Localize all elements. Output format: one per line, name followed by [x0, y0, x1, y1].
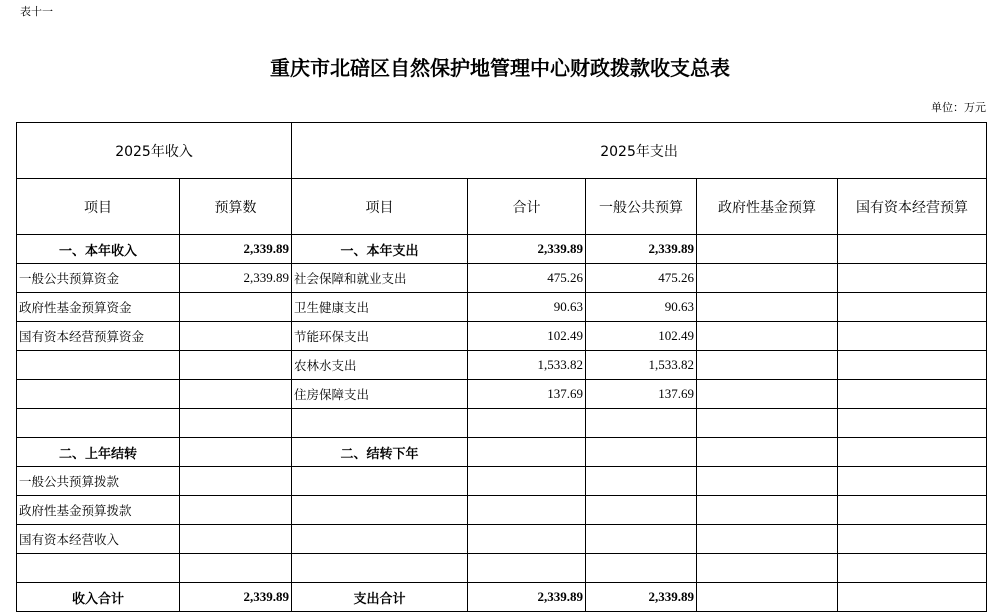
- gov-fund-budget-cell: [697, 554, 838, 583]
- gov-fund-budget-cell: [697, 351, 838, 380]
- income-budget-header: 预算数: [180, 179, 292, 235]
- income-amount-cell: 2,339.89: [180, 235, 292, 264]
- expense-item-cell: [292, 525, 468, 554]
- general-budget-cell: 90.63: [586, 293, 697, 322]
- income-amount-cell: [180, 293, 292, 322]
- expense-total-cell: 2,339.89: [468, 583, 586, 612]
- general-budget-cell: 2,339.89: [586, 235, 697, 264]
- table-row: [17, 467, 987, 496]
- income-amount-cell: [180, 351, 292, 380]
- table-row: [17, 351, 987, 380]
- income-amount-cell: [180, 554, 292, 583]
- income-amount-cell: [180, 322, 292, 351]
- general-budget-cell: [586, 554, 697, 583]
- table-row: [17, 322, 987, 351]
- gov-fund-budget-cell: [697, 525, 838, 554]
- general-budget-cell: [586, 438, 697, 467]
- gov-fund-budget-cell: [697, 380, 838, 409]
- expense-item-cell: 支出合计: [292, 583, 468, 612]
- gov-fund-budget-cell: [697, 583, 838, 612]
- table-row: [17, 525, 987, 554]
- income-item-cell: [17, 380, 180, 409]
- unit-label: 单位：万元: [931, 101, 986, 114]
- income-item-header: 项目: [17, 179, 180, 235]
- income-item-cell: 二、上年结转: [17, 438, 180, 467]
- state-capital-budget-cell: [838, 409, 987, 438]
- income-item-cell: 国有资本经营收入: [17, 525, 180, 554]
- state-capital-budget-cell: [838, 554, 987, 583]
- table-row: [17, 264, 987, 293]
- income-item-cell: 国有资本经营预算资金: [17, 322, 180, 351]
- table-row: [17, 409, 987, 438]
- expense-total-header: 合计: [468, 179, 586, 235]
- expense-item-cell: 农林水支出: [292, 351, 468, 380]
- table-row: [17, 496, 987, 525]
- expense-total-cell: 1,533.82: [468, 351, 586, 380]
- expense-item-cell: [292, 554, 468, 583]
- income-amount-cell: 2,339.89: [180, 264, 292, 293]
- income-item-cell: [17, 554, 180, 583]
- gov-fund-budget-cell: [697, 322, 838, 351]
- gov-fund-budget-cell: [697, 438, 838, 467]
- gov-fund-budget-cell: [697, 293, 838, 322]
- table-number-label: 表十一: [20, 5, 53, 18]
- state-capital-budget-cell: [838, 525, 987, 554]
- gov-fund-budget-header: 政府性基金预算: [697, 179, 838, 235]
- table-row: [17, 438, 987, 467]
- state-capital-budget-cell: [838, 438, 987, 467]
- state-capital-budget-cell: [838, 583, 987, 612]
- expense-total-cell: 475.26: [468, 264, 586, 293]
- expense-item-cell: [292, 496, 468, 525]
- gov-fund-budget-cell: [697, 235, 838, 264]
- expense-total-cell: [468, 525, 586, 554]
- general-budget-cell: 475.26: [586, 264, 697, 293]
- income-item-cell: 一、本年收入: [17, 235, 180, 264]
- expense-total-cell: [468, 554, 586, 583]
- expense-item-cell: 节能环保支出: [292, 322, 468, 351]
- state-capital-budget-cell: [838, 351, 987, 380]
- income-item-cell: 一般公共预算拨款: [17, 467, 180, 496]
- expense-total-cell: 102.49: [468, 322, 586, 351]
- gov-fund-budget-cell: [697, 409, 838, 438]
- state-capital-budget-cell: [838, 293, 987, 322]
- state-capital-budget-cell: [838, 496, 987, 525]
- gov-fund-budget-cell: [697, 467, 838, 496]
- state-capital-budget-cell: [838, 322, 987, 351]
- general-budget-cell: 2,339.89: [586, 583, 697, 612]
- expense-item-header: 项目: [292, 179, 468, 235]
- income-amount-cell: [180, 496, 292, 525]
- income-amount-cell: [180, 438, 292, 467]
- general-budget-cell: [586, 525, 697, 554]
- expense-total-cell: [468, 467, 586, 496]
- expense-total-cell: [468, 496, 586, 525]
- state-capital-budget-cell: [838, 235, 987, 264]
- state-capital-budget-header: 国有资本经营预算: [838, 179, 987, 235]
- header-row-groups: [17, 123, 987, 179]
- header-row-columns: [17, 179, 987, 235]
- general-budget-cell: [586, 409, 697, 438]
- income-amount-cell: [180, 467, 292, 496]
- state-capital-budget-cell: [838, 264, 987, 293]
- income-group-header: 2025年收入: [17, 123, 292, 179]
- table-row: [17, 380, 987, 409]
- expense-total-cell: 137.69: [468, 380, 586, 409]
- income-item-cell: 政府性基金预算拨款: [17, 496, 180, 525]
- expense-total-cell: 2,339.89: [468, 235, 586, 264]
- general-budget-header: 一般公共预算: [586, 179, 697, 235]
- expense-total-cell: 90.63: [468, 293, 586, 322]
- general-budget-cell: [586, 496, 697, 525]
- expense-item-cell: 二、结转下年: [292, 438, 468, 467]
- expense-item-cell: [292, 409, 468, 438]
- expense-item-cell: 社会保障和就业支出: [292, 264, 468, 293]
- table-row: [17, 235, 987, 264]
- table-row: [17, 554, 987, 583]
- state-capital-budget-cell: [838, 380, 987, 409]
- expense-total-cell: [468, 438, 586, 467]
- income-item-cell: [17, 351, 180, 380]
- expense-group-header: 2025年支出: [292, 123, 987, 179]
- general-budget-cell: 102.49: [586, 322, 697, 351]
- income-item-cell: 收入合计: [17, 583, 180, 612]
- general-budget-cell: 137.69: [586, 380, 697, 409]
- income-amount-cell: [180, 409, 292, 438]
- income-amount-cell: [180, 380, 292, 409]
- income-amount-cell: 2,339.89: [180, 583, 292, 612]
- expense-item-cell: 住房保障支出: [292, 380, 468, 409]
- table-row: [17, 583, 987, 612]
- expense-item-cell: 卫生健康支出: [292, 293, 468, 322]
- general-budget-cell: [586, 467, 697, 496]
- expense-item-cell: 一、本年支出: [292, 235, 468, 264]
- income-amount-cell: [180, 525, 292, 554]
- gov-fund-budget-cell: [697, 496, 838, 525]
- income-item-cell: 政府性基金预算资金: [17, 293, 180, 322]
- income-item-cell: 一般公共预算资金: [17, 264, 180, 293]
- state-capital-budget-cell: [838, 467, 987, 496]
- gov-fund-budget-cell: [697, 264, 838, 293]
- expense-item-cell: [292, 467, 468, 496]
- general-budget-cell: 1,533.82: [586, 351, 697, 380]
- page-title: 重庆市北碚区自然保护地管理中心财政拨款收支总表: [270, 56, 730, 80]
- table-row: [17, 293, 987, 322]
- expense-total-cell: [468, 409, 586, 438]
- finance-summary-table: [16, 122, 987, 612]
- income-item-cell: [17, 409, 180, 438]
